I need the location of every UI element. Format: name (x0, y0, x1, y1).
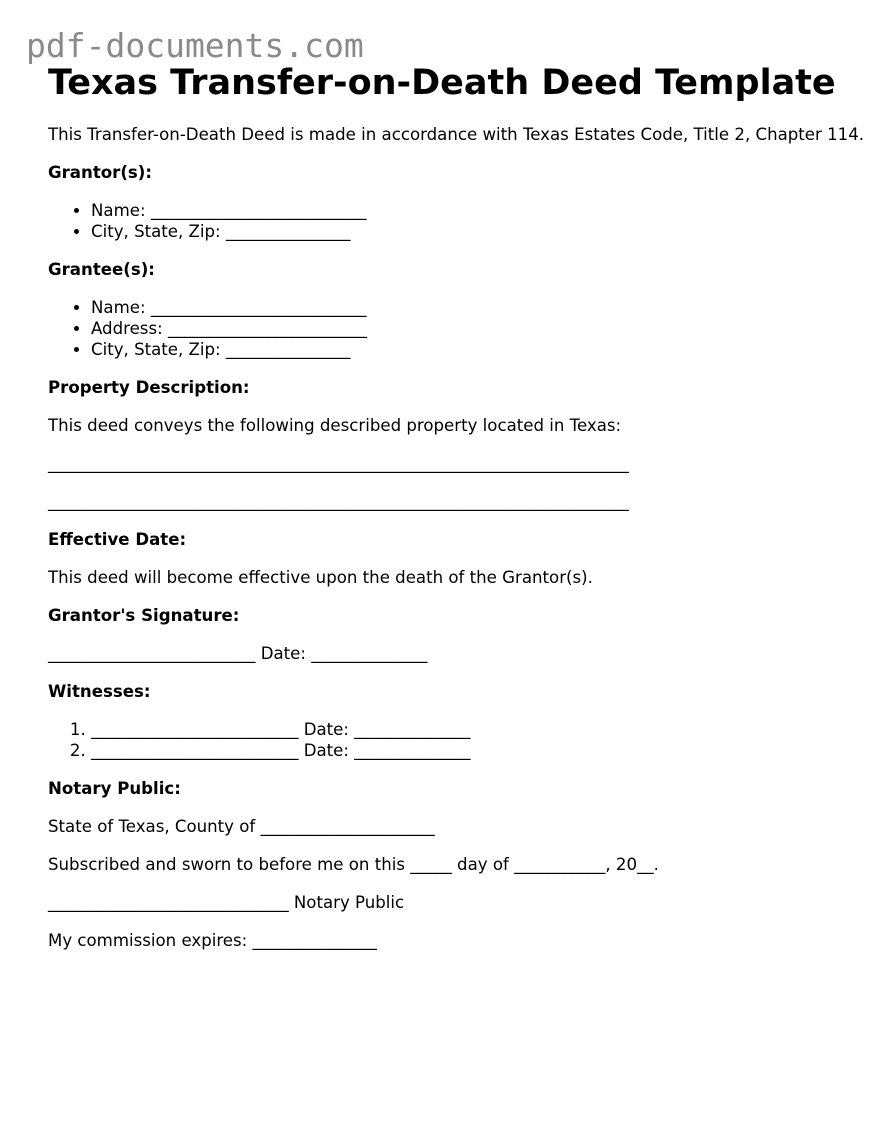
effective-heading: Effective Date: (48, 530, 187, 549)
notary-sworn: Subscribed and sworn to before me on this _____ day of ___________, 20__. (48, 855, 659, 874)
grantee-list (48, 297, 868, 360)
notary-commission: My commission expires: _______________ (48, 931, 377, 950)
notary-signature-line: _____________________________ Notary Public (48, 893, 405, 912)
document-body (48, 60, 868, 951)
grantor-heading: Grantor(s): (48, 163, 153, 182)
witnesses-heading: Witnesses: (48, 682, 151, 701)
property-line-1: ______________________________________________________________________ (48, 454, 629, 473)
grantor-city-field: • City, State, Zip: _______________ (91, 221, 868, 242)
witness-line-1: 1. _________________________ Date: ______________ (91, 719, 868, 740)
intro-paragraph: This Transfer-on-Death Deed is made in accordance with Texas Estates Code, Title 2, Chapter 114. (48, 125, 865, 144)
witnesses-list (48, 719, 868, 761)
witness-line-2: 2. _________________________ Date: ______________ (91, 740, 868, 761)
signature-heading: Grantor's Signature: (48, 606, 240, 625)
notary-heading: Notary Public: (48, 779, 181, 798)
grantor-list (48, 200, 868, 242)
property-line-2: ______________________________________________________________________ (48, 492, 629, 511)
grantor-name-field: • Name: __________________________ (91, 200, 868, 221)
property-heading: Property Description: (48, 378, 250, 397)
page-title: Texas Transfer-on-Death Deed Template (48, 63, 836, 103)
grantee-heading: Grantee(s): (48, 260, 155, 279)
grantee-city-field: • City, State, Zip: _______________ (91, 339, 868, 360)
grantor-signature-line: _________________________ Date: ______________ (48, 644, 428, 663)
property-text: This deed conveys the following described property located in Texas: (48, 416, 622, 435)
watermark: pdf-documents.com (26, 26, 364, 65)
notary-county: State of Texas, County of _____________________ (48, 817, 435, 836)
grantee-name-field: • Name: __________________________ (91, 297, 868, 318)
grantee-address-field: • Address: ________________________ (91, 318, 868, 339)
effective-text: This deed will become effective upon the death of the Grantor(s). (48, 568, 593, 587)
